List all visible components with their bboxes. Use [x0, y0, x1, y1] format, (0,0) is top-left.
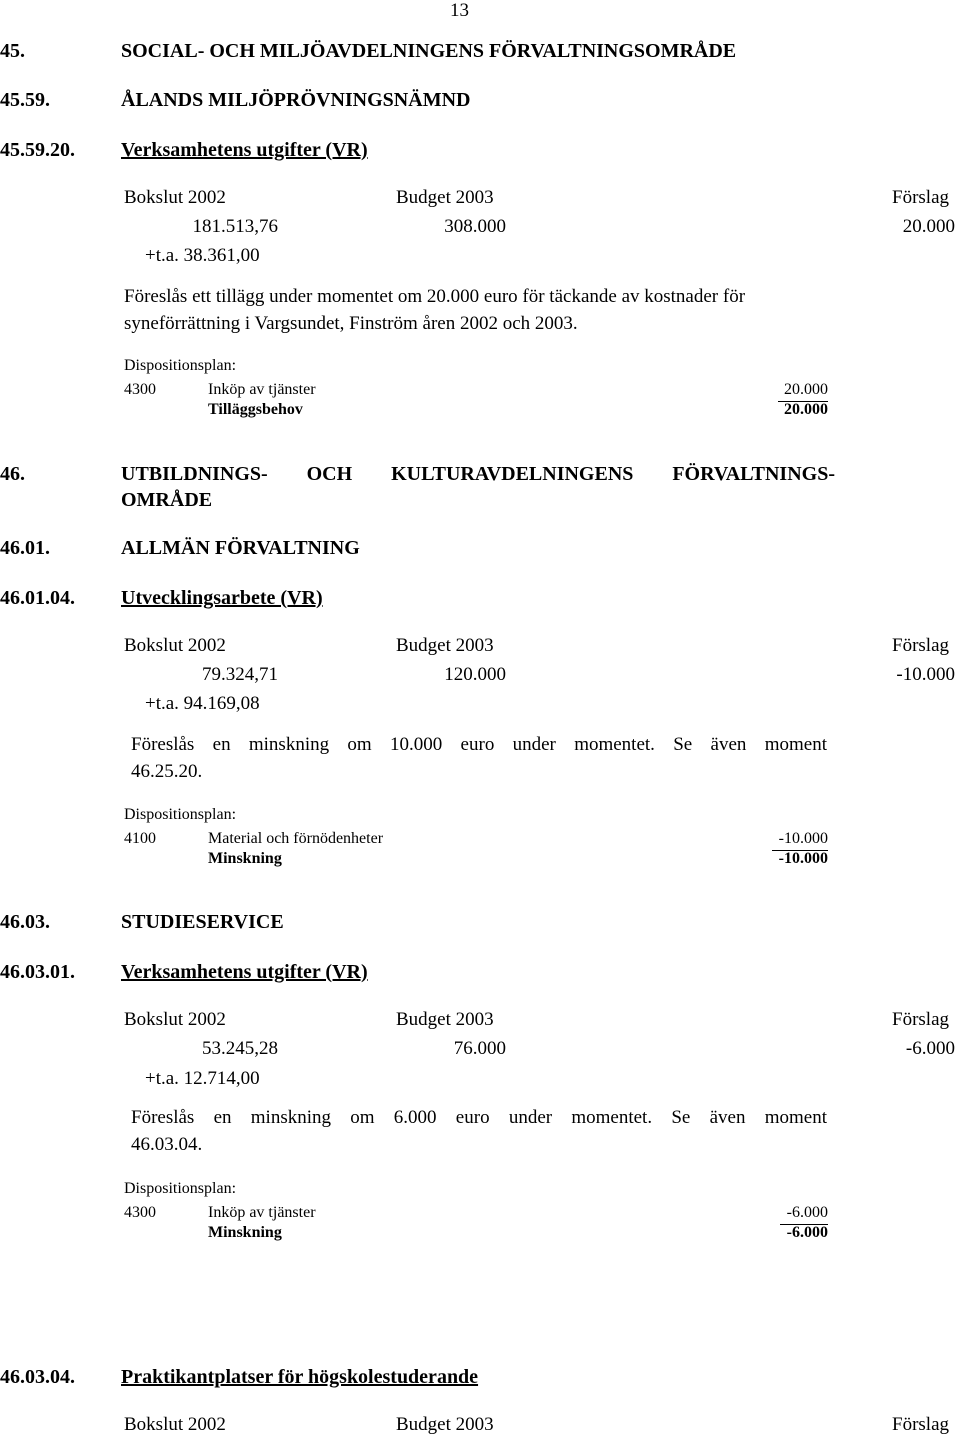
disposition-desc: Inköp av tjänster — [208, 381, 316, 398]
sum-label: Tilläggsbehov — [208, 401, 303, 418]
disposition-code: 4100 — [124, 830, 156, 847]
col-header-bokslut: Bokslut 2002 — [124, 1009, 226, 1030]
disposition-desc: Material och förnödenheter — [208, 830, 384, 847]
section-title: Verksamhetens utgifter (VR) — [121, 139, 368, 161]
col-header-forslag: Förslag — [892, 1414, 949, 1435]
budget-value: 308.000 — [444, 216, 506, 237]
col-header-budget: Budget 2003 — [396, 1009, 494, 1030]
col-header-bokslut: Bokslut 2002 — [124, 635, 226, 656]
col-header-forslag: Förslag — [892, 1009, 949, 1030]
sum-amount: -6.000 — [786, 1224, 828, 1241]
section-number: 45.59. — [0, 89, 50, 111]
section-title: Verksamhetens utgifter (VR) — [121, 961, 368, 983]
disposition-desc: Inköp av tjänster — [208, 1204, 316, 1221]
col-header-budget: Budget 2003 — [396, 1414, 494, 1435]
col-header-forslag: Förslag — [892, 635, 949, 656]
disposition-label: Dispositionsplan: — [124, 806, 237, 823]
bokslut-value: 181.513,76 — [192, 216, 278, 237]
disposition-amount: 20.000 — [784, 381, 828, 398]
forslag-value: -6.000 — [905, 1038, 955, 1059]
section-title: ALLMÄN FÖRVALTNING — [121, 537, 360, 559]
col-header-budget: Budget 2003 — [396, 187, 494, 208]
sum-label: Minskning — [208, 850, 282, 867]
section-number: 45.59.20. — [0, 139, 75, 161]
disposition-amount: -6.000 — [786, 1204, 828, 1221]
section-title-line2: OMRÅDE — [121, 489, 213, 511]
motivation-text: Föreslås en minskning om 6.000 euro under momentet. Se även moment — [131, 1107, 827, 1128]
section-number: 46. — [0, 463, 25, 485]
tilläggsanslag-value: +t.a. 38.361,00 — [145, 245, 260, 266]
section-title: UTBILDNINGS- OCH KULTURAVDELNINGENS FÖRVALTNINGS- — [121, 463, 835, 485]
tilläggsanslag-value: +t.a. 94.169,08 — [145, 693, 260, 714]
section-number: 46.01. — [0, 537, 50, 559]
forslag-value: -10.000 — [896, 664, 955, 685]
tilläggsanslag-value: +t.a. 12.714,00 — [145, 1068, 260, 1089]
col-header-budget: Budget 2003 — [396, 635, 494, 656]
section-number: 46.01.04. — [0, 587, 75, 609]
col-header-bokslut: Bokslut 2002 — [124, 1414, 226, 1435]
sum-label: Minskning — [208, 1224, 282, 1241]
forslag-value: 20.000 — [902, 216, 955, 237]
bokslut-value: 79.324,71 — [202, 664, 278, 685]
section-number: 46.03.01. — [0, 961, 75, 983]
motivation-text: 46.25.20. — [131, 761, 203, 782]
section-number: 45. — [0, 40, 25, 62]
bokslut-value: 53.245,28 — [202, 1038, 278, 1059]
disposition-label: Dispositionsplan: — [124, 1180, 237, 1197]
disposition-amount: -10.000 — [778, 830, 828, 847]
motivation-text: Föreslås ett tillägg under momentet om 20.000 euro för täckande av kostnader för — [124, 286, 746, 307]
section-number: 46.03. — [0, 911, 50, 933]
disposition-code: 4300 — [124, 381, 156, 398]
section-title: Utvecklingsarbete (VR) — [121, 587, 323, 609]
motivation-text: 46.03.04. — [131, 1134, 203, 1155]
section-title: SOCIAL- OCH MILJÖAVDELNINGENS FÖRVALTNINGSOMRÅDE — [121, 40, 737, 62]
disposition-label: Dispositionsplan: — [124, 357, 237, 374]
page-number: 13 — [450, 0, 469, 21]
budget-value: 76.000 — [453, 1038, 506, 1059]
section-title: Praktikantplatser för högskolestuderande — [121, 1366, 479, 1388]
section-title: STUDIESERVICE — [121, 911, 284, 933]
motivation-text: Föreslås en minskning om 10.000 euro under momentet. Se även moment — [131, 734, 827, 755]
motivation-text: syneförrättning i Vargsundet, Finström åren 2002 och 2003. — [124, 313, 578, 334]
section-number: 46.03.04. — [0, 1366, 75, 1388]
budget-value: 120.000 — [444, 664, 506, 685]
col-header-bokslut: Bokslut 2002 — [124, 187, 226, 208]
sum-amount: 20.000 — [784, 401, 828, 418]
col-header-forslag: Förslag — [892, 187, 949, 208]
disposition-code: 4300 — [124, 1204, 156, 1221]
section-title: ÅLANDS MILJÖPRÖVNINGSNÄMND — [121, 89, 471, 111]
sum-amount: -10.000 — [778, 850, 828, 867]
